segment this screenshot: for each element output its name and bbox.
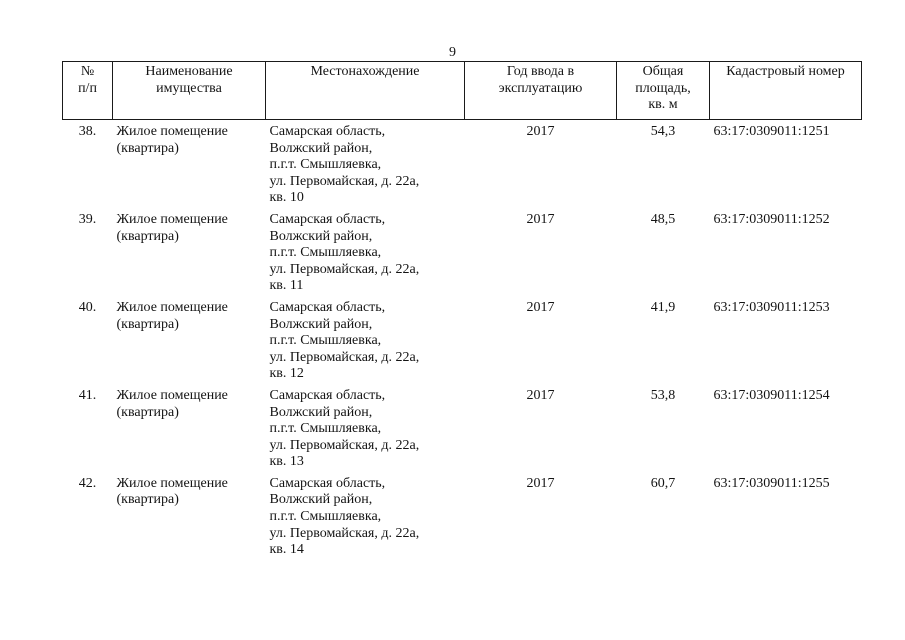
property-location: Самарская область, Волжский район, п.г.т. Смышляевка, ул. Первомайская, д. 22а, кв. 11 — [269, 211, 420, 294]
cadastral-number: 63:17:0309011:1253 — [713, 299, 830, 315]
property-location: Самарская область, Волжский район, п.г.т. Смышляевка, ул. Первомайская, д. 22а, кв. 14 — [269, 475, 420, 558]
property-name: Жилое помещение (квартира) — [116, 299, 228, 332]
table-row — [63, 384, 862, 472]
cadastral-number: 63:17:0309011:1251 — [713, 124, 830, 139]
table-row — [63, 120, 862, 208]
total-area: 60,7 — [650, 475, 676, 491]
header-area: Общая площадь, кв. м — [617, 62, 710, 120]
cadastral-number: 63:17:0309011:1254 — [713, 387, 830, 403]
table-header — [63, 62, 862, 120]
row-number: 39. — [78, 211, 97, 227]
row-number: 38. — [78, 124, 97, 139]
property-location: Самарская область, Волжский район, п.г.т. Смышляевка, ул. Первомайская, д. 22а, кв. 13 — [269, 387, 420, 470]
row-number: 40. — [78, 299, 97, 315]
row-number: 42. — [78, 475, 97, 491]
property-name: Жилое помещение (квартира) — [116, 124, 228, 156]
commission-year: 2017 — [526, 387, 555, 403]
header-cadastral: Кадастровый номер — [710, 62, 862, 120]
commission-year: 2017 — [526, 124, 555, 139]
property-table — [62, 61, 862, 560]
total-area: 54,3 — [650, 124, 676, 139]
header-year: Год ввода в эксплуатацию — [465, 62, 617, 120]
cadastral-number: 63:17:0309011:1252 — [713, 211, 830, 227]
total-area: 41,9 — [650, 299, 676, 315]
row-number: 41. — [78, 387, 97, 403]
commission-year: 2017 — [526, 475, 555, 491]
property-location: Самарская область, Волжский район, п.г.т. Смышляевка, ул. Первомайская, д. 22а, кв. 10 — [269, 124, 420, 206]
commission-year: 2017 — [526, 299, 555, 315]
property-name: Жилое помещение (квартира) — [116, 475, 228, 508]
table-body — [63, 120, 862, 560]
page-number: 9 — [449, 45, 456, 60]
property-name: Жилое помещение (квартира) — [116, 211, 228, 244]
header-name: Наименование имущества — [113, 62, 266, 120]
total-area: 53,8 — [650, 387, 676, 403]
total-area: 48,5 — [650, 211, 676, 227]
table-row — [63, 208, 862, 296]
property-name: Жилое помещение (квартира) — [116, 387, 228, 420]
header-row — [63, 62, 862, 120]
table-row — [63, 472, 862, 560]
table-row — [63, 296, 862, 384]
property-location: Самарская область, Волжский район, п.г.т. Смышляевка, ул. Первомайская, д. 22а, кв. 12 — [269, 299, 420, 382]
commission-year: 2017 — [526, 211, 555, 227]
cadastral-number: 63:17:0309011:1255 — [713, 475, 830, 491]
header-location: Местонахождение — [266, 62, 465, 120]
header-num: № п/п — [63, 62, 113, 120]
